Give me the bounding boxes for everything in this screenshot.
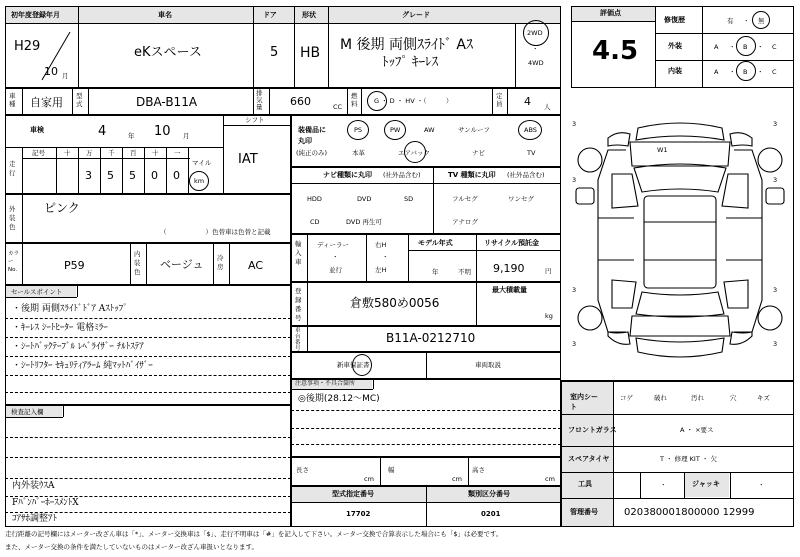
import-left-h: 左H [375,266,387,274]
equip-navi: ナビ [472,149,485,157]
ext-opt-b: B [743,43,748,51]
import-parallel: 並行 [329,266,342,274]
footer-line-1: 走行距離の記号欄にはメーター改ざん車は「*」、メーター交換車は「$」、走行不明車は「#」を記入して下さい。メーター交換で合算表示した場合にも「$」は必要です。 [5,530,503,538]
mileage-digit-3: 5 [129,169,136,182]
car-name: eKスペース [134,45,202,60]
height-unit: cm [545,475,555,483]
pw-circle [384,120,406,140]
displacement-label: 排気量 [256,89,263,111]
height-label: 高さ [472,466,485,474]
seat-burn: コゲ [620,394,633,402]
drive-2wd: 2WD [527,29,543,37]
ext-opt-dot1: ・ [729,43,736,51]
displacement: 660 [290,95,311,108]
mark-3: 3 [572,176,577,184]
km-circle [189,171,209,191]
reg-month: 10 [44,65,58,78]
ps-circle [347,120,369,140]
glass-label: フロントガラス [568,426,617,434]
equip-abs: ABS [524,126,537,134]
car-outline [568,110,792,372]
nav-label: ナビ種類に丸印 [323,171,372,179]
reg-era: H29 [14,39,41,54]
model-code: DBA-B11A [136,95,198,109]
manual: 車両取説 [475,361,501,369]
import-dealer: ディーラー [317,241,349,249]
mileage-h-man: 万 [86,149,93,157]
reg-date-label: 初年度登録年月 [11,11,60,19]
type-label: 車種 [9,92,16,108]
color-label: 外装色 [9,205,16,231]
notes-section [291,379,561,457]
model-year-unknown: 不明 [458,268,471,276]
equip-pw: PW [390,126,401,134]
model-year-unit: 年 [432,268,439,276]
repair-opt-1: 有 [727,17,734,25]
tv-analog: アナログ [452,218,478,226]
width-label: 幅 [388,466,395,474]
repair-label: 修復歴 [664,16,685,24]
color-code-label: カラーNo. [8,251,20,273]
inspection-year-unit: 年 [128,132,135,140]
interior-label: 内装 [668,67,682,75]
mileage-digit-1: 3 [85,169,92,182]
mark-1: 3 [572,120,577,128]
grade-line-2: ﾄｯﾌﾟ ｷｰﾚｽ [382,55,439,70]
mark-5: 3 [572,286,577,294]
exterior-label: 外装 [668,42,682,50]
abs-circle [518,120,542,140]
equip-aw: AW [424,126,435,134]
registration-label: 登録番号 [295,287,302,322]
mileage-h-sen: 千 [108,149,115,157]
max-load-unit: kg [545,312,553,320]
ext-opt-dot2: ・ [757,43,764,51]
cc-unit: CC [333,103,343,111]
notes-text: ◎後期(28.12〜MC) [298,394,380,404]
grade-label: グレード [402,11,430,19]
sales-point-2: ・ｷｰﾚｽ ｼｰﾄﾋｰﾀｰ 電格ﾐﾗｰ [12,323,108,333]
ac-label: 冷房 [217,254,224,271]
dimensions-row [291,457,561,486]
import-right-h: 右H [375,241,387,249]
nav-sub: (社外品含む) [383,171,421,179]
class-number: 0201 [481,510,501,518]
repair-circle [752,11,770,29]
drive-4wd: 4WD [528,59,544,67]
tv-sub: (社外品含む) [507,171,545,179]
int-opt-a: A [714,68,719,76]
nav-dvd: DVD [357,195,372,203]
car-name-label: 車名 [158,11,172,19]
fuel-label: 燃料 [351,92,358,108]
chassis-label: 車台番号 [295,328,301,352]
tv-oneseg: ワンセグ [508,195,534,203]
interior-color-label: 内装色 [134,250,141,276]
int-opt-dot1: ・ [729,68,736,76]
shape-label: 形状 [302,11,316,19]
seat-scratch: キズ [757,394,770,402]
recycle-amount: 9,190 [493,262,525,275]
mileage-h-ju: 十 [152,149,159,157]
drive-dot: ・ [532,45,539,53]
inspection-month-unit: 月 [183,132,190,140]
nav-hdd: HDD [307,195,322,203]
vehicle-type: 自家用 [30,96,63,109]
inspector-line-1: 内外装ｳｽA [12,481,55,491]
inspection-year: 4 [98,124,107,139]
ext-opt-c: C [772,43,777,51]
rating-label: 評価点 [600,9,621,17]
door-count: 5 [270,45,279,60]
capacity-label: 定員 [496,92,503,108]
type-cert-number: 17702 [346,510,371,518]
interior-color: ベージュ [160,258,204,271]
seat-label: 室内シート [570,393,598,411]
spare-tire-label: スペアタイヤ [568,455,610,463]
windshield-mark: W1 [657,146,668,154]
body-shape: HB [300,45,321,61]
sales-points-label: セールスポイント [11,288,63,296]
mile-label: マイル [192,159,212,167]
interior-circle [736,61,756,81]
nav-dvd-play: DVD 再生可 [346,218,382,226]
mark-7: 3 [572,340,577,348]
model-year-label: モデル年式 [418,239,453,247]
equipment-label-2: 丸印 [298,137,312,145]
mgmt-label: 管理番号 [570,508,598,516]
spare-tire-value: T ・ 修理 KIT ・ 欠 [660,455,717,463]
glass-value: A ・ ×要ス [680,426,714,434]
seat-hole: 穴 [730,394,737,402]
mileage-digit-4: 0 [151,169,158,182]
notes-label: 注意事項・不具合箇所 [295,380,356,387]
nav-cd: CD [310,218,320,226]
mark-8: 3 [773,340,778,348]
class-label: 類別区分番号 [468,490,510,498]
inspector-line-2: FﾊﾞﾝﾊﾟｰﾎｰｽﾒﾝﾄX [12,498,79,508]
type-cert-label: 型式指定番号 [332,490,374,498]
int-opt-c: C [772,68,777,76]
mark-4: 3 [773,176,778,184]
model-label: 型式 [76,92,83,108]
equip-leather: 本革 [352,149,365,157]
import-dot-2: ・ [382,253,389,261]
warranty: 新車保証書 [337,361,370,369]
tool-label: 工具 [578,480,592,488]
ac-value: AC [248,259,264,272]
mileage-h-10man: 十 [64,149,71,157]
sales-point-3: ・ｼｰﾄﾊﾞｯｸﾃｰﾌﾞﾙ ﾚﾍﾞﾗｲｻﾞｰ ﾁﾙﾄｽﾃｱ [12,342,144,352]
warranty-circle [352,354,372,376]
mileage-digit-2: 5 [107,169,114,182]
airbag-circle [404,141,426,163]
color-code: P59 [64,259,85,272]
shift-value: IAT [238,152,258,167]
tool-dot: ・ [660,481,667,489]
rating-value: 4.5 [592,36,639,66]
fuel-circle [367,91,387,111]
exterior-circle [736,36,756,56]
repair-opt-3: 無 [758,17,765,25]
inspector-line-3: ｺｱｻﾎ調整ｱﾄ [12,514,58,524]
mileage-h-hyaku: 百 [130,149,137,157]
equip-ps: PS [354,126,363,134]
mgmt-number: 020380001800000 12999 [624,507,755,518]
jack-dot: ・ [758,481,765,489]
mark-6: 3 [773,286,778,294]
sales-point-4: ・ｼｰﾄﾘﾌﾀｰ ｾｷｭﾘﾃｨｱﾗｰﾑ 純ﾏｯﾄﾊﾞｲｻﾞｰ [12,361,153,371]
import-dot-1: ・ [332,253,339,261]
inspection-label: 車検 [30,126,44,134]
sales-point-1: ・後期 両側ｽﾗｲﾄﾞﾄﾞｱ Aｽﾄｯﾌﾟ [12,304,128,314]
equipment-label-3: (純正のみ) [296,149,328,157]
equip-airbag: エアバック [398,149,430,157]
color-value: ピンク [44,201,80,215]
equip-tv: TV [527,149,536,157]
import-label: 輸入車 [295,240,302,266]
capacity-unit: 人 [544,103,551,111]
mark-2: 3 [773,120,778,128]
inspector-label: 検査記入欄 [11,408,44,416]
repair-opt-2: ・ [743,17,750,25]
tv-fullseg: フルセグ [452,195,478,203]
door-label: ドア [263,11,277,19]
color-note: （ ）色替車は色替と記載 [160,228,271,236]
ext-opt-a: A [714,43,719,51]
length-unit: cm [364,475,374,483]
inspection-month: 10 [154,124,171,139]
capacity: 4 [524,95,531,108]
chassis-number: B11A-0212710 [386,331,476,345]
grade-line-1: M 後期 両側ｽﾗｲﾄﾞ Aｽ [340,37,474,53]
length-label: 長さ [296,466,309,474]
mileage-h-symbol: 記号 [32,149,45,157]
reg-month-unit: 月 [62,72,69,80]
fuel-options: G ・ D ・ HV ・（ ） [374,97,453,105]
plate-number: 倉敷580め0056 [350,296,440,310]
equip-sunroof: サンルーフ [458,126,490,134]
recycle-label: リサイクル預託金 [484,239,540,247]
equipment-label-1: 装備品に [298,126,326,134]
int-opt-dot2: ・ [757,68,764,76]
km-label: km [194,177,205,185]
mileage-digit-5: 0 [173,169,180,182]
max-load-label: 最大積載量 [492,286,527,294]
mileage-h-ichi: 一 [174,149,181,157]
seat-tear: 破れ [654,394,667,402]
tv-label: TV 種類に丸印 [448,171,496,179]
footer-line-2: また、メーター交換の条件を満たしていないものはメーター改ざん車扱いとなります。 [5,543,258,551]
recycle-yen: 円 [545,267,552,275]
seat-stain: 汚れ [691,394,704,402]
shift-label: シフト [245,116,265,124]
mileage-label: 走行 [9,160,16,177]
jack-label: ジャッキ [692,480,720,488]
inspector-section [5,405,291,527]
width-unit: cm [452,475,462,483]
nav-sd: SD [404,195,414,203]
int-opt-b: B [743,68,748,76]
